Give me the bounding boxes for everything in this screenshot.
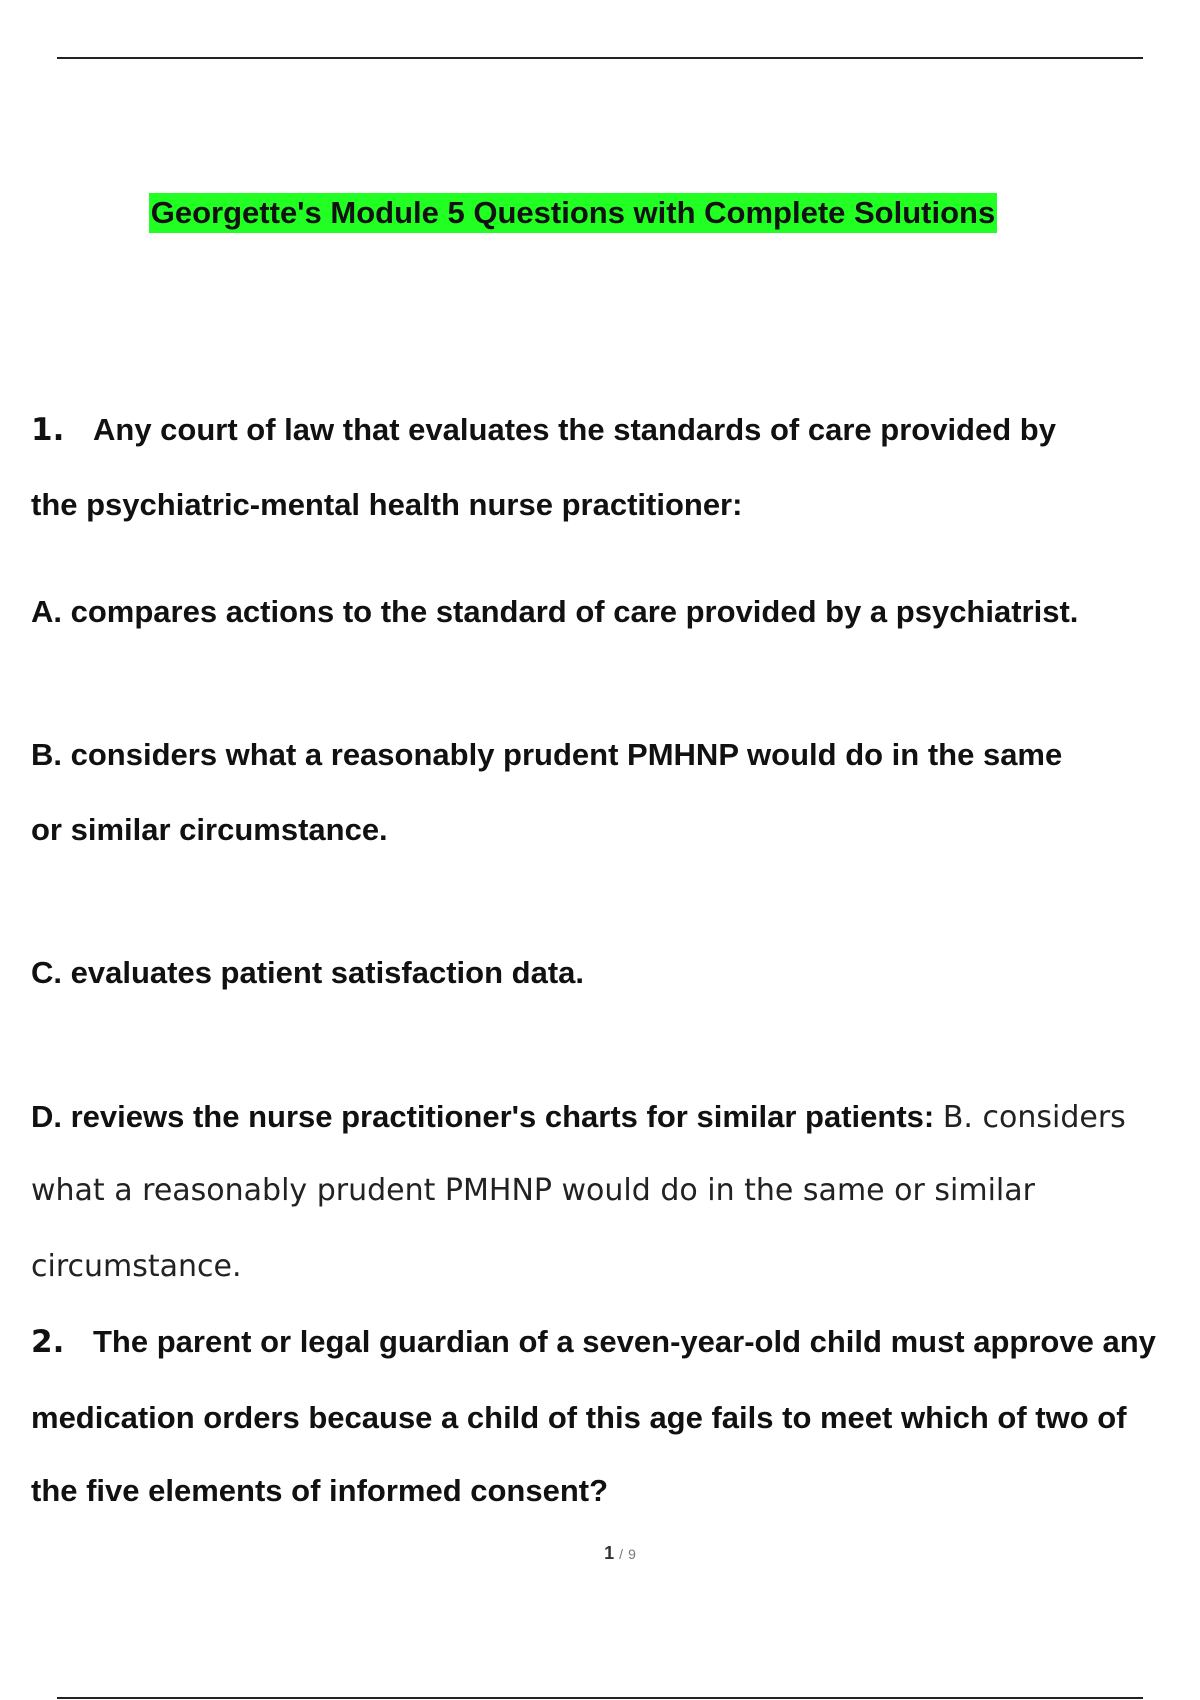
question-2-prompt-line-2: medication orders because a child of this age fails to meet which of two of bbox=[31, 1400, 1127, 1435]
page-total: 9 bbox=[628, 1546, 636, 1562]
question-2-prompt-line-1 bbox=[31, 1322, 1196, 1362]
page-current: 1 bbox=[604, 1543, 615, 1563]
question-1-option-a: A. compares actions to the standard of care provided by a psychiatrist. bbox=[31, 594, 1079, 629]
question-1-number: 1. bbox=[31, 412, 65, 448]
question-1-option-b-line-1: B. considers what a reasonably prudent PMHNP would do in the same bbox=[31, 737, 1063, 772]
question-2-prompt-line-3: the five elements of informed consent? bbox=[31, 1473, 609, 1508]
question-1-option-d bbox=[31, 1097, 1196, 1138]
question-1-option-c: C. evaluates patient satisfaction data. bbox=[31, 955, 585, 990]
question-2-prompt-text-1: The parent or legal guardian of a seven-year-old child must approve any bbox=[93, 1324, 1156, 1359]
document-title: Georgette's Module 5 Questions with Complete Solutions bbox=[149, 193, 997, 233]
question-1-prompt-line-1 bbox=[31, 410, 1196, 450]
question-2-number: 2. bbox=[31, 1324, 65, 1360]
question-1-answer-line-3: circumstance. bbox=[31, 1249, 242, 1284]
question-1-prompt-text-1: Any court of law that evaluates the standards of care provided by bbox=[93, 412, 1056, 447]
page-indicator bbox=[0, 1543, 1200, 1564]
page-separator: / bbox=[619, 1546, 624, 1562]
question-1-answer-line-1: B. considers bbox=[942, 1100, 1126, 1135]
question-1-answer-line-2: what a reasonably prudent PMHNP would do in the same or similar bbox=[31, 1173, 1035, 1208]
top-divider bbox=[57, 57, 1143, 59]
bottom-divider bbox=[57, 1697, 1143, 1699]
question-1-option-b-line-2: or similar circumstance. bbox=[31, 812, 388, 847]
question-1-option-d-text: D. reviews the nurse practitioner's charts for similar patients: bbox=[31, 1099, 935, 1134]
title-container bbox=[0, 193, 1200, 233]
question-1-prompt-line-2: the psychiatric-mental health nurse practitioner: bbox=[31, 487, 743, 522]
